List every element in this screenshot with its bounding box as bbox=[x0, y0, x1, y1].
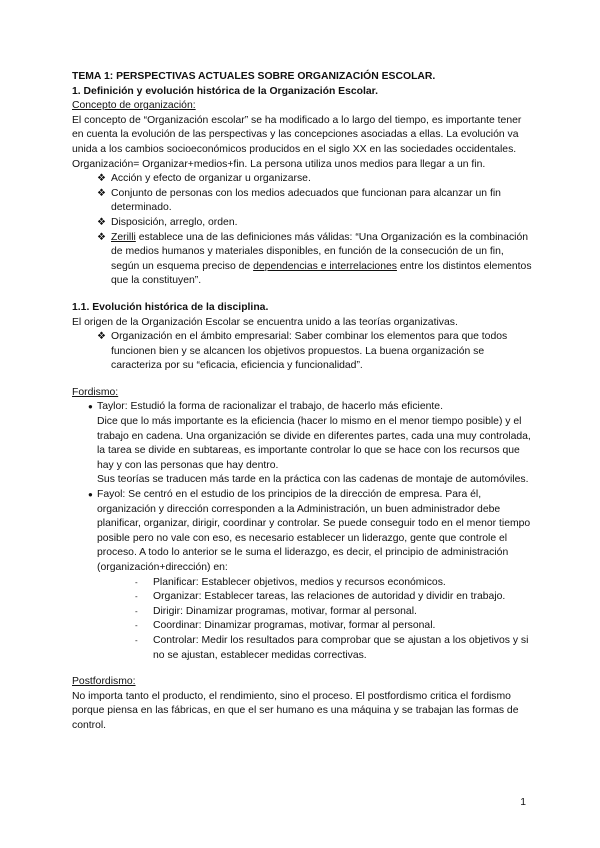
fayol-sublist bbox=[97, 576, 532, 664]
dash-bullet-icon: - bbox=[135, 592, 138, 602]
list-item: ❖ Conjunto de personas con los medios adecuados que funcionan para alcanzar un fin determinado. bbox=[97, 187, 501, 214]
diamond-bullet-icon: ❖ bbox=[97, 173, 106, 185]
fordismo-list bbox=[72, 400, 532, 663]
list-item: ❖ Acción y efecto de organizar u organizarse. bbox=[72, 172, 532, 187]
document-page bbox=[72, 70, 532, 734]
empresarial-list bbox=[72, 330, 532, 374]
origin-paragraph: El origen de la Organización Escolar se encuentra unido a las teorías organizativas. bbox=[72, 316, 458, 328]
concept-paragraph: El concepto de “Organización escolar” se ha modificado a lo largo del tiempo, es importante tener en cuenta la evolución de las perspectivas y las concepciones asociadas a ellas. La evolución va unida a los cambios socioeconómicos producidos en el siglo XX en las sociedades occidentales. bbox=[72, 114, 522, 155]
postfordismo-paragraph: No importa tanto el producto, el rendimiento, sino el proceso. El postfordismo critica el fordismo porque piensa en las fábricas, en que el ser humano es una máquina y se trabajan las formas de control. bbox=[72, 690, 519, 731]
dash-bullet-icon: - bbox=[135, 621, 138, 631]
diamond-bullet-icon: ❖ bbox=[97, 331, 106, 343]
diamond-bullet-icon: ❖ bbox=[97, 216, 106, 228]
list-item: ❖ Disposición, arreglo, orden. bbox=[72, 216, 532, 231]
author-name: Zerilli bbox=[111, 231, 136, 243]
section-heading-1: 1. Definición y evolución histórica de la Organización Escolar. bbox=[72, 85, 379, 97]
concept-heading: Concepto de organización: bbox=[72, 100, 196, 112]
list-item: ● Taylor: Estudió la forma de racionalizar el trabajo, de hacerlo más eficiente. Dice que lo más importante es la eficiencia (hacer lo mismo en el menor tiempo posible) y el trabajo en cadena. Una organización se divide en diferentes partes, cada una muy controlada, la tarea se divide en subtareas, es importante controlar lo que se hace con los recursos que hay y con las personas que hay dentro. Sus teorías se traducen más tarde en la práctica con las cadenas de montaje de automóviles. bbox=[88, 401, 531, 486]
diamond-bullet-icon: ❖ bbox=[97, 231, 106, 243]
dash-bullet-icon: - bbox=[135, 577, 138, 587]
fordismo-heading: Fordismo: bbox=[72, 386, 119, 398]
page-number: 1 bbox=[520, 797, 526, 808]
list-item: ❖ Zerilli establece una de las definiciones más válidas: “Una Organización es la combinación de medios humanos y materiales disponibles, en función de la consecución de un fin, según un esquema preciso de dependencias e interrelaciones entre los distintos elementos que la constituyen”. bbox=[97, 231, 532, 287]
list-item: ❖ Organización en el ámbito empresarial: Saber combinar los elementos para que todos funcionen bien y se alcancen los objetivos propuestos. La buena organización se caracteriza por su “eficacia, eficiencia y funcionalidad”. bbox=[97, 331, 508, 372]
list-item: - Planificar: Establecer objetivos, medios y recursos económicos. bbox=[153, 576, 532, 591]
diamond-bullet-icon: ❖ bbox=[97, 187, 106, 199]
dash-bullet-icon: - bbox=[135, 635, 138, 645]
dot-bullet-icon: ● bbox=[88, 490, 93, 500]
definition-list bbox=[72, 172, 532, 289]
list-item: - Organizar: Establecer tareas, las relaciones de autoridad y dividir en trabajo. bbox=[153, 590, 532, 605]
section-heading-1-1: 1.1. Evolución histórica de la disciplina. bbox=[72, 301, 269, 313]
list-item: - Coordinar: Dinamizar programas, motivar, formar al personal. bbox=[153, 619, 532, 634]
postfordismo-heading: Postfordismo: bbox=[72, 676, 136, 688]
list-item: - Dirigir: Dinamizar programas, motivar, formar al personal. bbox=[153, 605, 532, 620]
dot-bullet-icon: ● bbox=[88, 402, 93, 412]
list-item: ● Fayol: Se centró en el estudio de los principios de la dirección de empresa. Para él, organización y dirección corresponden a la Administración, un buen administrador debe planificar, organizar, dirigir, coordinar y controlar. Se puede conseguir todo en el menor tiempo posible pero no vale con eso, es necesario establecer un liderazgo, gente que controle el proceso. A todo lo anterior se le suma el liderazgo, es decir, el principio de administración (organización+dirección) en: - Planificar: Establecer objetivos, medios y recursos económicos. - Organizar: Establecer tareas, las relaciones de autoridad y dividir en trabajo. - Dirigir: Dinamizar programas, motivar, formar al personal. - Coordinar: Dinamizar programas, motivar, formar al personal. - Controlar: Medir los resultados para comprobar que se ajustan a los objetivos y si no se ajustan, establecer medidas correctivas. bbox=[72, 488, 532, 663]
underlined-phrase: dependencias e interrelaciones bbox=[253, 260, 397, 272]
dash-bullet-icon: - bbox=[135, 606, 138, 616]
list-item: - Controlar: Medir los resultados para comprobar que se ajustan a los objetivos y si no se ajustan, establecer medidas correctivas. bbox=[135, 634, 529, 661]
org-formula: Organización= Organizar+medios+fin. La persona utiliza unos medios para llegar a un fin. bbox=[72, 158, 486, 170]
document-title: TEMA 1: PERSPECTIVAS ACTUALES SOBRE ORGANIZACIÓN ESCOLAR. bbox=[72, 71, 436, 82]
